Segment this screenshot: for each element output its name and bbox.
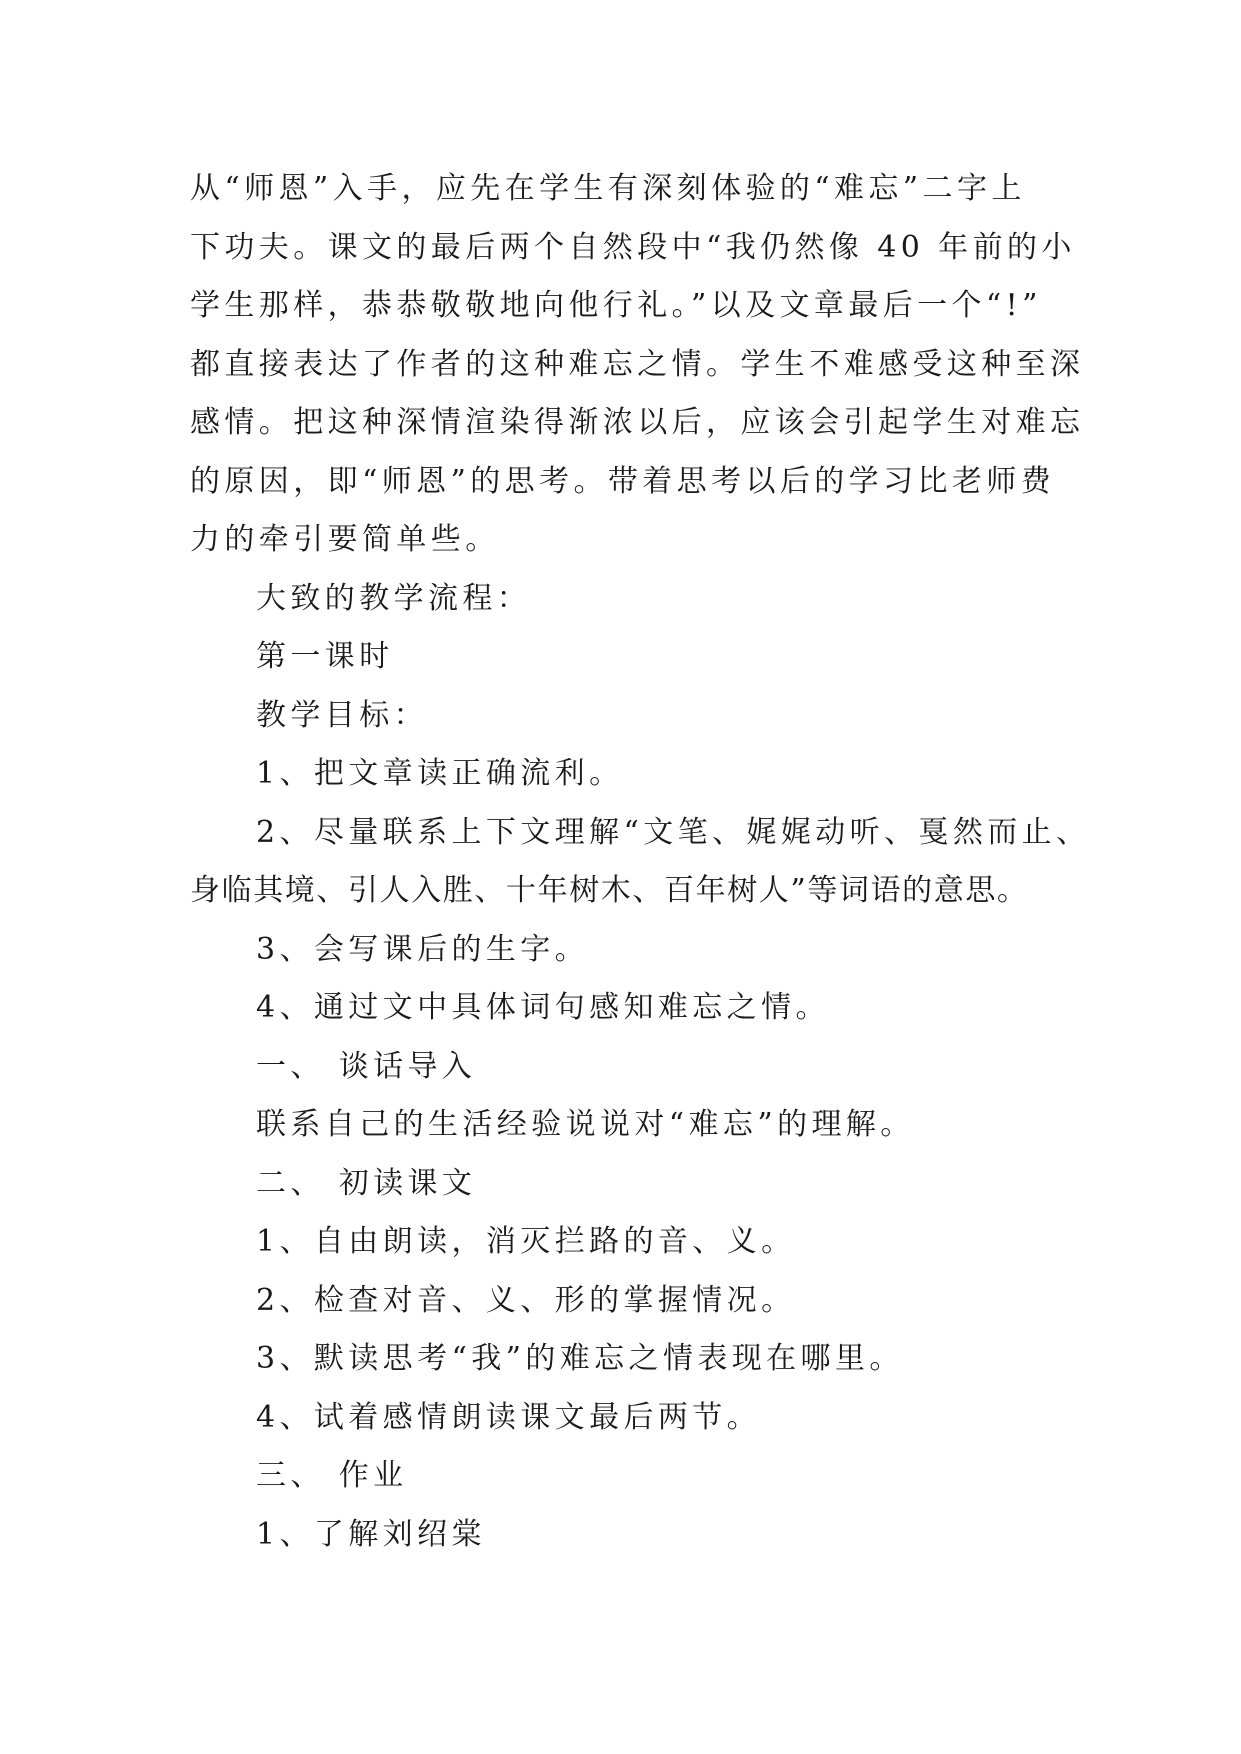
section-heading: 一、 谈话导入 <box>256 1048 477 1084</box>
goal-item: 4、通过文中具体词句感知难忘之情。 <box>256 990 830 1025</box>
list-item: 1、自由朗读，消灭拦路的音、义。 <box>256 1224 796 1259</box>
document-body <box>190 160 1091 1564</box>
list-item: 3、默读思考“我”的难忘之情表现在哪里。 <box>256 1341 904 1376</box>
goal-item: 1、把文章读正确流利。 <box>256 756 624 791</box>
paragraph-line: 从“师恩”入手，应先在学生有深刻体验的“难忘”二字上 <box>190 171 1026 206</box>
paragraph-line: 学生那样，恭恭敬敬地向他行礼。”以及文章最后一个“!” <box>190 288 1042 323</box>
lesson-title: 第一课时 <box>256 639 394 674</box>
list-item: 1、了解刘绍棠 <box>256 1516 486 1552</box>
list-item: 2、检查对音、义、形的掌握情况。 <box>256 1282 796 1318</box>
list-item: 4、试着感情朗读课文最后两节。 <box>256 1399 762 1435</box>
paragraph-line: 力的牵引要简单些。 <box>190 522 500 557</box>
goal-item: 2、尽量联系上下文理解“文笔、娓娓动听、戛然而止、 <box>256 814 1091 850</box>
paragraph-line: 下功夫。课文的最后两个自然段中“我仍然像 40 年前的小 <box>190 229 1076 265</box>
section-heading: 三、 作业 <box>256 1458 408 1493</box>
paragraph-line: 的原因，即“师恩”的思考。带着思考以后的学习比老师费 <box>190 463 1056 499</box>
paragraph-line: 感情。把这种深情渲染得渐浓以后，应该会引起学生对难忘 <box>190 405 1085 440</box>
section-text: 联系自己的生活经验说说对“难忘”的理解。 <box>256 1107 915 1142</box>
goal-item: 3、会写课后的生字。 <box>256 931 590 967</box>
section-heading: 二、 初读课文 <box>256 1165 477 1201</box>
paragraph-line: 都直接表达了作者的这种难忘之情。学生不难感受这种至深 <box>190 346 1085 382</box>
flow-heading: 大致的教学流程： <box>256 580 532 616</box>
goal-item-continuation: 身临其境、引人入胜、十年树木、百年树人”等词语的意思。 <box>190 873 1029 908</box>
goals-heading: 教学目标： <box>256 697 428 733</box>
